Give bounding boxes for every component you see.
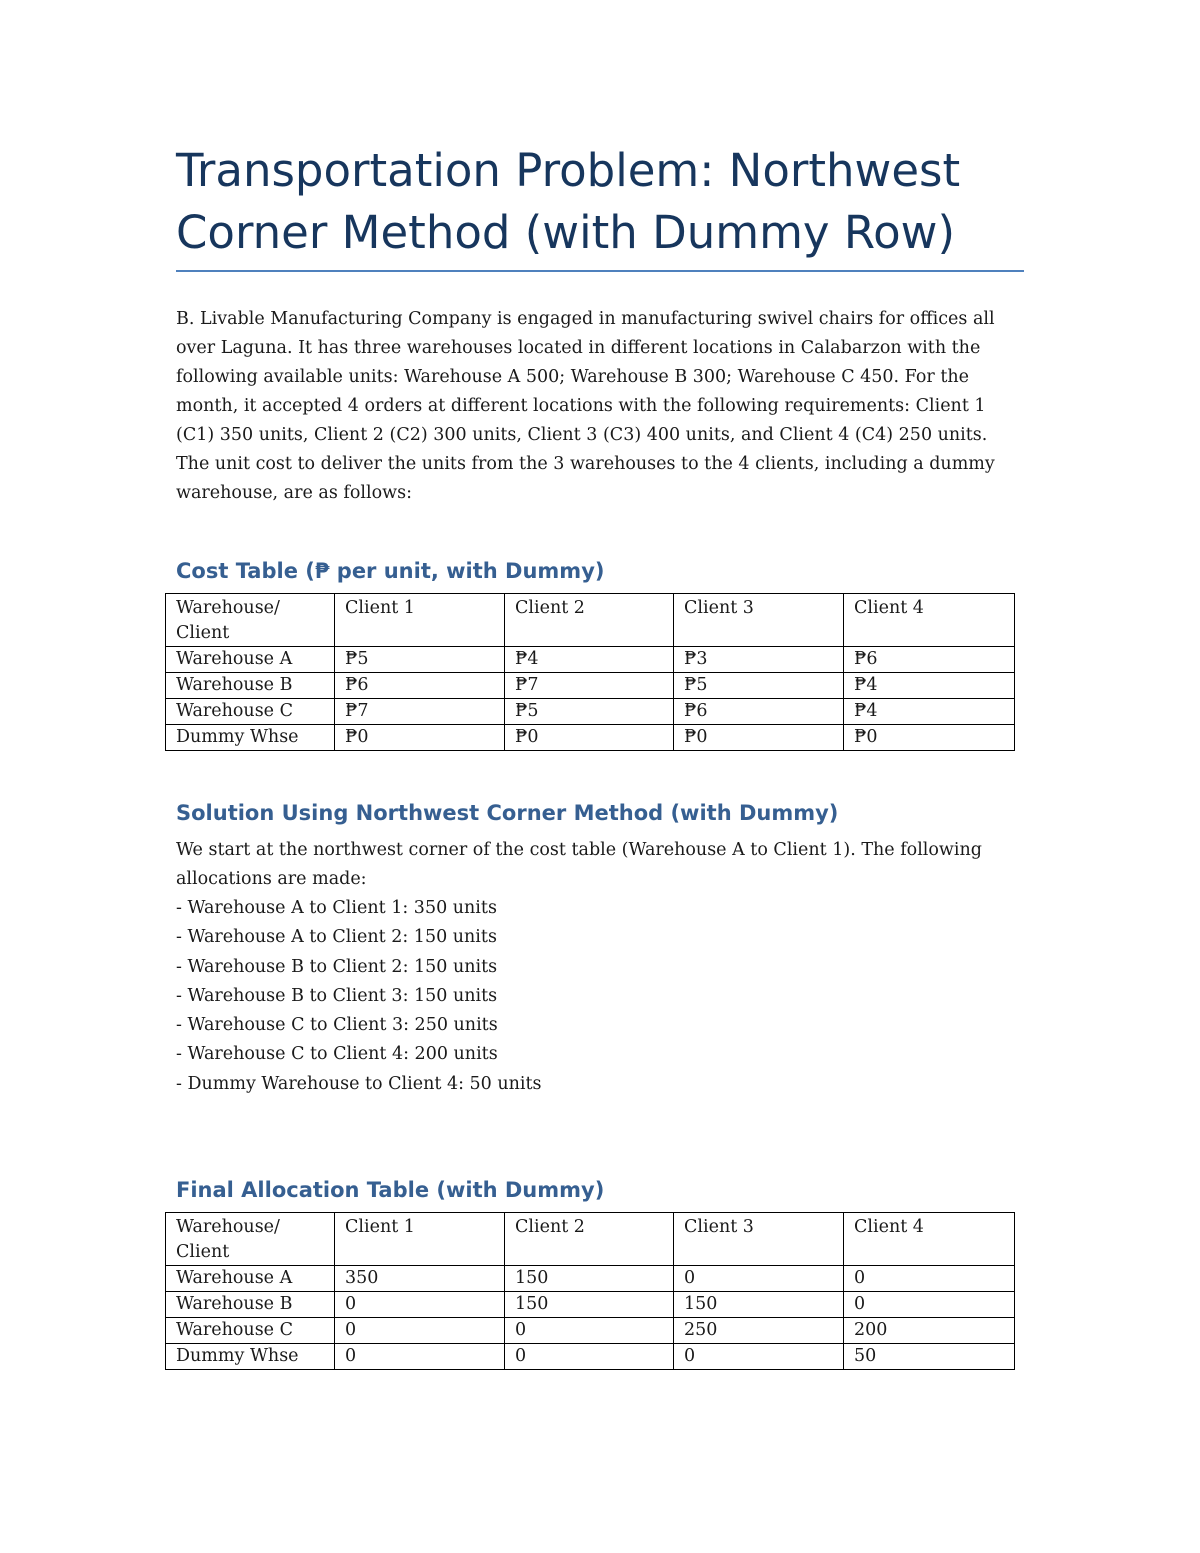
cost-cell: ₱6 xyxy=(674,699,844,725)
final-table-header-row xyxy=(166,1213,1015,1266)
table-row xyxy=(166,1266,1015,1292)
allocation-cell: 0 xyxy=(335,1318,505,1344)
final-header-cell: Warehouse/ Client xyxy=(166,1213,335,1266)
cost-cell: ₱4 xyxy=(844,699,1015,725)
final-header-cell: Client 1 xyxy=(335,1213,505,1266)
title-underline xyxy=(176,270,1024,272)
allocation-cell: 0 xyxy=(335,1344,505,1370)
cost-cell: ₱5 xyxy=(674,673,844,699)
cost-table-header-row xyxy=(166,594,1015,647)
list-item: - Warehouse A to Client 1: 350 units xyxy=(176,898,497,918)
allocation-cell: 0 xyxy=(505,1318,674,1344)
table-row xyxy=(166,673,1015,699)
allocation-cell: 0 xyxy=(505,1344,674,1370)
table-row xyxy=(166,1318,1015,1344)
allocation-cell: Warehouse B xyxy=(166,1292,335,1318)
cost-cell: ₱4 xyxy=(505,647,674,673)
cost-cell: ₱6 xyxy=(335,673,505,699)
table-row xyxy=(166,647,1015,673)
cost-cell: ₱4 xyxy=(844,673,1015,699)
final-table-heading: Final Allocation Table (with Dummy) xyxy=(176,1178,605,1202)
allocation-cell: 50 xyxy=(844,1344,1015,1370)
cost-cell: ₱0 xyxy=(844,725,1015,751)
final-allocation-table xyxy=(165,1212,1015,1370)
allocation-cell: 0 xyxy=(674,1266,844,1292)
final-header-cell: Client 2 xyxy=(505,1213,674,1266)
allocation-cell: 0 xyxy=(844,1292,1015,1318)
cost-cell: ₱6 xyxy=(844,647,1015,673)
allocation-cell: 350 xyxy=(335,1266,505,1292)
list-item: - Warehouse C to Client 4: 200 units xyxy=(176,1044,498,1065)
allocation-cell: 0 xyxy=(674,1344,844,1370)
cost-cell: Warehouse A xyxy=(166,647,335,673)
allocation-cell: 200 xyxy=(844,1318,1015,1344)
cost-cell: ₱7 xyxy=(335,699,505,725)
cost-cell: ₱0 xyxy=(505,725,674,751)
cost-header-cell: Client 1 xyxy=(335,594,505,647)
solution-paragraph: We start at the northwest corner of the cost table (Warehouse A to Client 1). The following allocations are made: xyxy=(176,840,982,889)
list-item: - Warehouse A to Client 2: 150 units xyxy=(176,927,497,948)
intro-paragraph: B. Livable Manufacturing Company is engaged in manufacturing swivel chairs for offices all over Laguna. It has three warehouses located in different locations in Calabarzon with the following available units: Warehouse A 500; Warehouse B 300; Warehouse C 450. For the month, it accepted 4 orders at different locations with the following requirements: Client 1 (C1) 350 units, Client 2 (C2) 300 units, Client 3 (C3) 400 units, and Client 4 (C4) 250 units. The unit cost to deliver the units from the 3 warehouses to the 4 clients, including a dummy warehouse, are as follows: xyxy=(176,309,995,503)
cost-cell: ₱0 xyxy=(335,725,505,751)
list-item: - Warehouse B to Client 3: 150 units xyxy=(176,985,498,1006)
cost-header-cell: Client 4 xyxy=(844,594,1015,647)
allocation-cell: 150 xyxy=(505,1266,674,1292)
table-row xyxy=(166,725,1015,751)
table-row xyxy=(166,699,1015,725)
cost-cell: ₱0 xyxy=(674,725,844,751)
cost-cell: ₱5 xyxy=(335,647,505,673)
list-item: - Warehouse B to Client 2: 150 units xyxy=(176,956,498,977)
allocation-cell: Warehouse A xyxy=(166,1266,335,1292)
allocation-cell: 150 xyxy=(674,1292,844,1318)
allocation-cell: Warehouse C xyxy=(166,1318,335,1344)
final-header-cell: Client 3 xyxy=(674,1213,844,1266)
cost-cell: Warehouse C xyxy=(166,699,335,725)
final-header-cell: Client 4 xyxy=(844,1213,1015,1266)
list-item: - Dummy Warehouse to Client 4: 50 units xyxy=(176,1073,542,1094)
cost-cell: ₱7 xyxy=(505,673,674,699)
allocation-cell: 0 xyxy=(335,1292,505,1318)
allocation-cell: 0 xyxy=(844,1266,1015,1292)
cost-cell: Warehouse B xyxy=(166,673,335,699)
cost-header-cell: Client 2 xyxy=(505,594,674,647)
cost-cell: ₱3 xyxy=(674,647,844,673)
solution-heading: Solution Using Northwest Corner Method (with Dummy) xyxy=(176,801,839,825)
cost-cell: ₱5 xyxy=(505,699,674,725)
list-item: - Warehouse C to Client 3: 250 units xyxy=(176,1015,498,1036)
cost-header-cell: Client 3 xyxy=(674,594,844,647)
table-row xyxy=(166,1292,1015,1318)
cost-table-heading: Cost Table (₱ per unit, with Dummy) xyxy=(176,559,605,583)
cost-cell: Dummy Whse xyxy=(166,725,335,751)
allocation-cell: 150 xyxy=(505,1292,674,1318)
table-row xyxy=(166,1344,1015,1370)
allocation-list xyxy=(176,894,542,1099)
allocation-cell: 250 xyxy=(674,1318,844,1344)
allocation-cell: Dummy Whse xyxy=(166,1344,335,1370)
page-title: Transportation Problem: Northwest Corner Method (with Dummy Row) xyxy=(176,144,961,259)
cost-table xyxy=(165,593,1015,751)
cost-header-cell: Warehouse/ Client xyxy=(166,594,335,647)
